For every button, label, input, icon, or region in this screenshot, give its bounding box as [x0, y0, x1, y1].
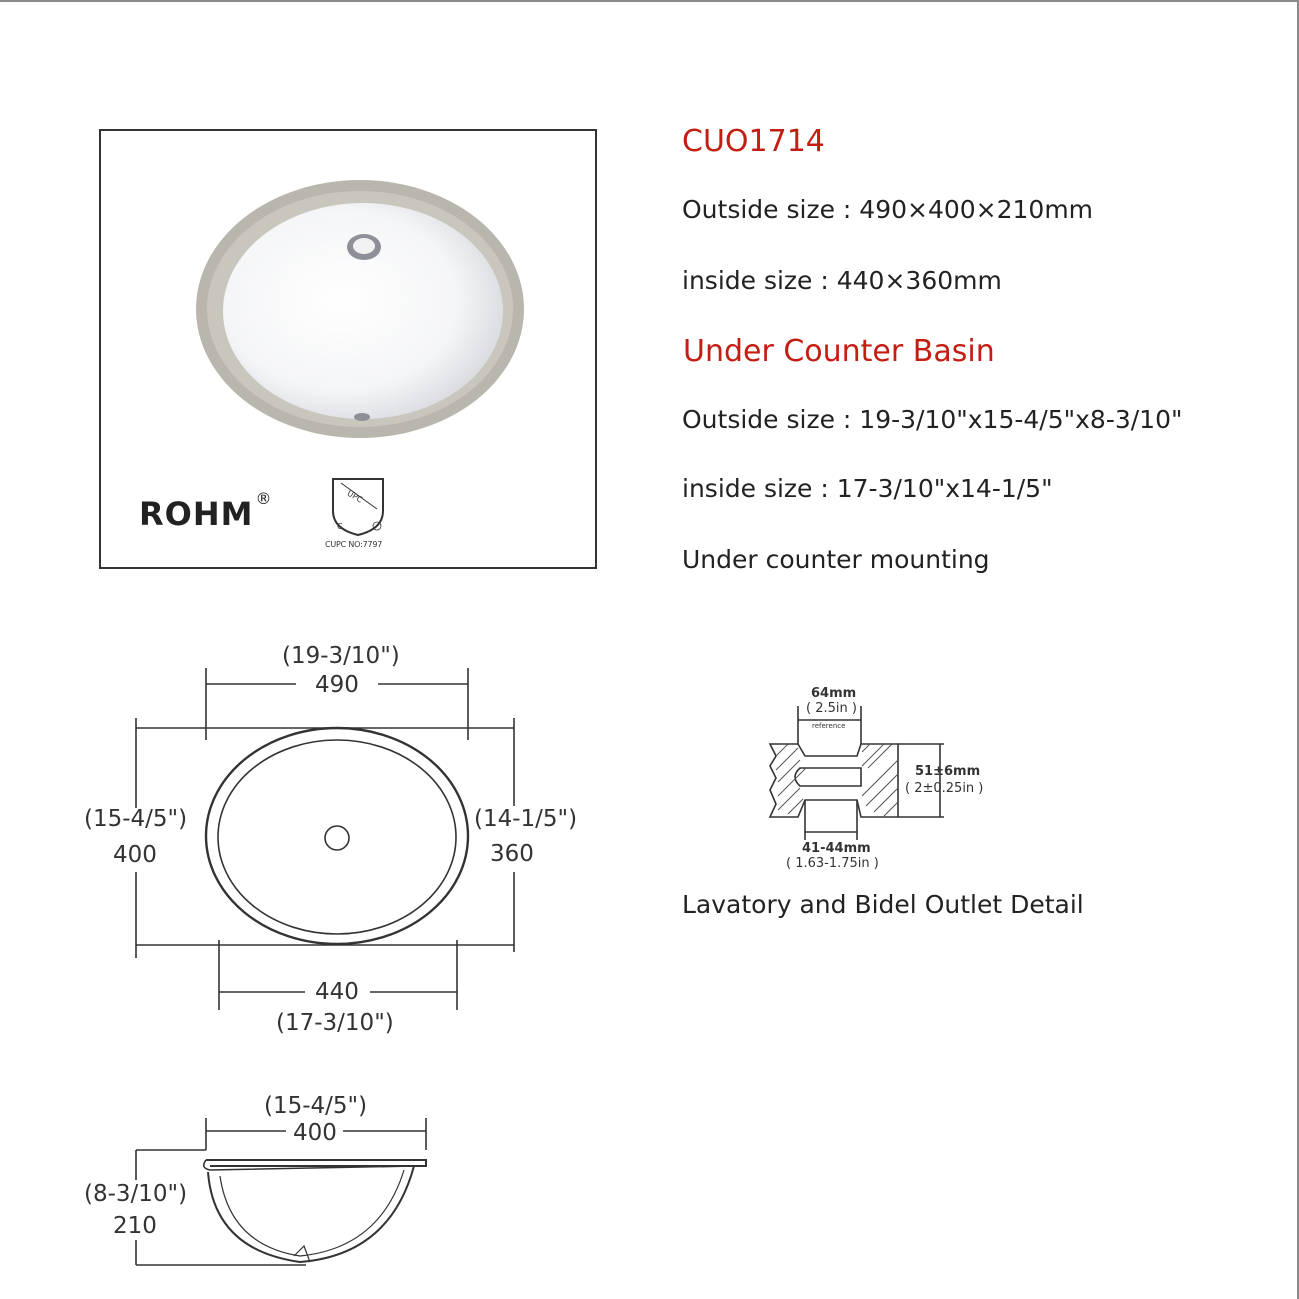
inner-width-inches: (17-3/10"): [276, 1010, 394, 1036]
outlet-top-mm: 64mm: [811, 686, 857, 701]
cupc-number: CUPC NO:7797: [325, 540, 383, 549]
brand-logo: ROHM ®: [139, 489, 273, 533]
top-depth-inches: (15-4/5"): [84, 806, 188, 832]
inner-depth-inches: (14-1/5"): [474, 806, 578, 832]
inside-size-mm: inside size : 440×360mm: [682, 266, 1002, 295]
outside-size-in: Outside size : 19-3/10"x15-4/5"x8-3/10": [682, 405, 1183, 434]
outlet-height-mm: 51±6mm: [915, 764, 981, 779]
outlet-top-inches: ( 2.5in ): [806, 701, 857, 716]
inside-size-in: inside size : 17-3/10"x14-1/5": [682, 474, 1053, 503]
side-width-mm: 400: [293, 1120, 337, 1146]
outlet-detail-caption: Lavatory and Bidel Outlet Detail: [682, 890, 1084, 919]
model-title: CUO1714: [682, 124, 825, 159]
top-width-inches: (19-3/10"): [282, 643, 400, 669]
svg-text:UPC: UPC: [345, 488, 365, 505]
inner-width-mm: 440: [315, 979, 359, 1005]
outlet-height-inches: ( 2±0.25in ): [905, 781, 984, 796]
side-width-inches: (15-4/5"): [264, 1093, 368, 1119]
outlet-bottom-mm: 41-44mm: [802, 841, 871, 856]
outlet-reference-note: reference: [812, 722, 846, 730]
side-height-inches: (8-3/10"): [84, 1181, 188, 1207]
inner-depth-mm: 360: [490, 841, 534, 867]
side-height-mm: 210: [113, 1213, 157, 1239]
outlet-bottom-inches: ( 1.63-1.75in ): [786, 856, 879, 871]
outside-size-mm: Outside size : 490×400×210mm: [682, 195, 1094, 224]
basin-type-title: Under Counter Basin: [683, 334, 995, 369]
top-width-mm: 490: [315, 672, 359, 698]
mounting-type: Under counter mounting: [682, 545, 990, 574]
svg-text:C: C: [337, 522, 343, 531]
top-depth-mm: 400: [113, 842, 157, 868]
